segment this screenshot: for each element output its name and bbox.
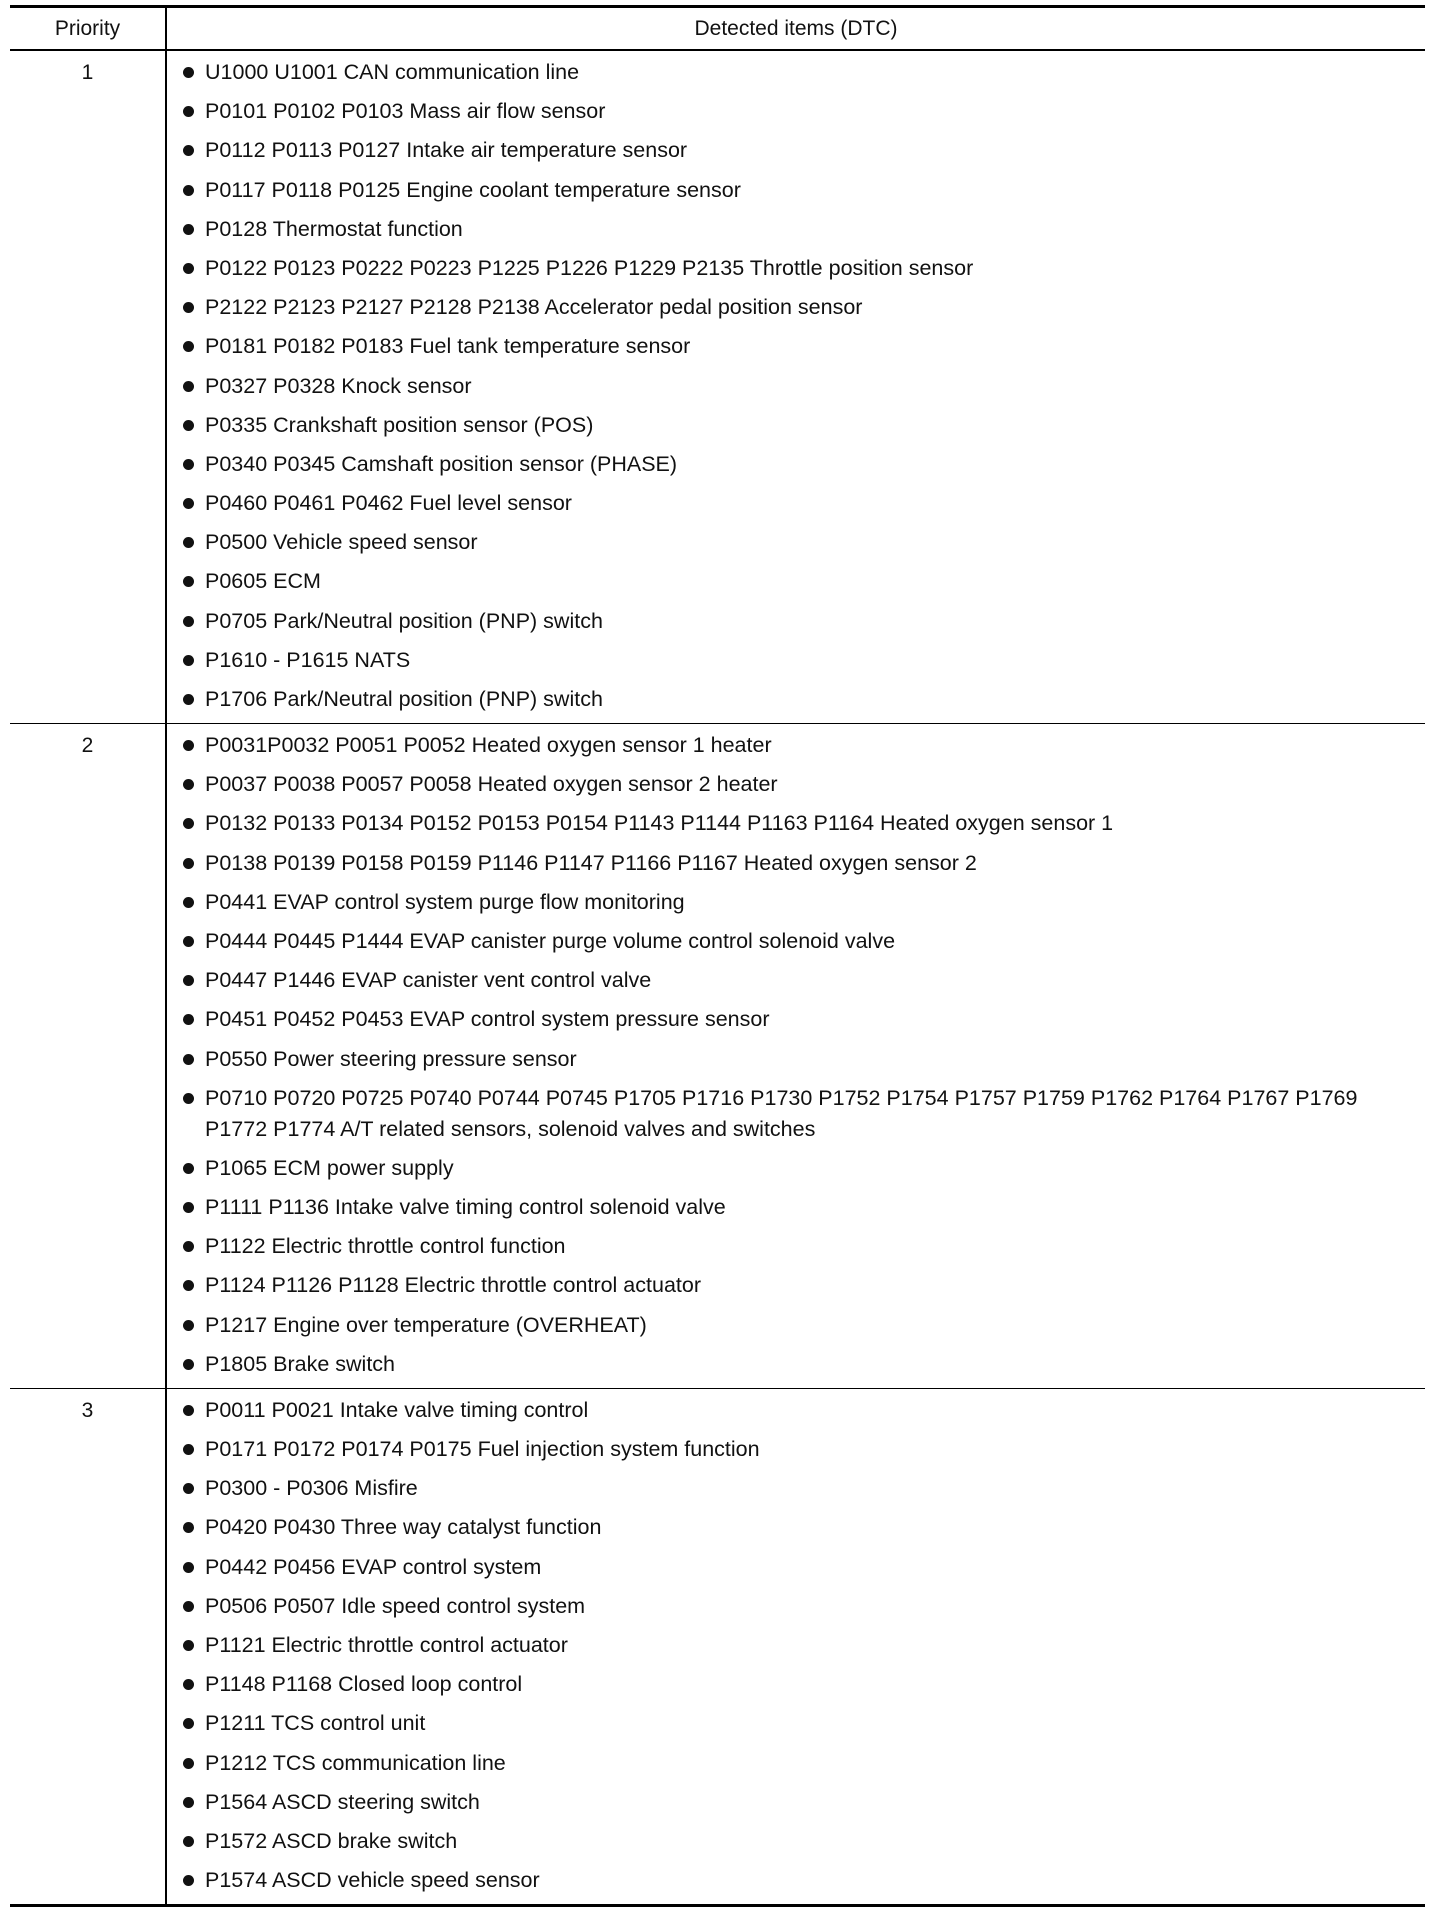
dtc-item-text: P0710 P0720 P0725 P0740 P0744 P0745 P1705 P1716 P1730 P1752 P1754 P1757 P1759 P1762 P1764 P1767 P1769 P1772 P1774 A/T related sensors, solenoid valves and switches xyxy=(205,1085,1358,1141)
detected-items-cell xyxy=(166,50,1425,724)
bullet-icon xyxy=(183,1359,194,1370)
dtc-item-text: P0447 P1446 EVAP canister vent control valve xyxy=(205,968,652,993)
dtc-list-item xyxy=(179,684,1405,715)
bullet-icon xyxy=(183,1797,194,1808)
bullet-icon xyxy=(183,1014,194,1025)
dtc-item-text: P0327 P0328 Knock sensor xyxy=(205,373,472,398)
detected-items-cell xyxy=(166,724,1425,1389)
bullet-icon xyxy=(183,897,194,908)
dtc-item-text: P0340 P0345 Camshaft position sensor (PHASE) xyxy=(205,451,678,476)
bullet-icon xyxy=(183,1483,194,1494)
bullet-icon xyxy=(183,263,194,274)
bullet-icon xyxy=(183,341,194,352)
bullet-icon xyxy=(183,1280,194,1291)
bullet-icon xyxy=(183,936,194,947)
bullet-icon xyxy=(183,1444,194,1455)
dtc-list-item xyxy=(179,1865,1405,1896)
dtc-list-item xyxy=(179,488,1405,519)
priority-value: 3 xyxy=(10,1388,166,1905)
dtc-item-text: P0037 P0038 P0057 P0058 Heated oxygen sensor 2 heater xyxy=(205,772,778,797)
dtc-list-item xyxy=(179,965,1405,996)
dtc-item-text: P0444 P0445 P1444 EVAP canister purge volume control solenoid valve xyxy=(205,928,896,953)
bullet-icon xyxy=(183,1202,194,1213)
dtc-item-text: P0605 ECM xyxy=(205,569,321,594)
bullet-icon xyxy=(183,420,194,431)
dtc-list-item xyxy=(179,1473,1405,1504)
priority-value: 1 xyxy=(10,50,166,724)
bullet-icon xyxy=(183,106,194,117)
dtc-item-text: P1572 ASCD brake switch xyxy=(205,1828,458,1853)
dtc-list-item xyxy=(179,887,1405,918)
bullet-icon xyxy=(183,145,194,156)
bullet-icon xyxy=(183,1758,194,1769)
dtc-item-text: P1148 P1168 Closed loop control xyxy=(205,1672,523,1697)
bullet-icon xyxy=(183,1405,194,1416)
dtc-item-text: P0420 P0430 Three way catalyst function xyxy=(205,1515,602,1540)
dtc-item-text: P0122 P0123 P0222 P0223 P1225 P1226 P1229 P2135 Throttle position sensor xyxy=(205,255,974,280)
dtc-item-list xyxy=(179,730,1405,1380)
dtc-list-item xyxy=(179,253,1405,284)
dtc-item-text: P1564 ASCD steering switch xyxy=(205,1789,480,1814)
dtc-list-item xyxy=(179,926,1405,957)
dtc-item-text: P0441 EVAP control system purge flow monitoring xyxy=(205,889,685,914)
dtc-item-text: P0101 P0102 P0103 Mass air flow sensor xyxy=(205,99,606,124)
dtc-list-item xyxy=(179,449,1405,480)
dtc-list-item xyxy=(179,1748,1405,1779)
dtc-list-item xyxy=(179,730,1405,761)
bullet-icon xyxy=(183,1836,194,1847)
dtc-item-text: P0171 P0172 P0174 P0175 Fuel injection system function xyxy=(205,1437,760,1461)
dtc-list-item xyxy=(179,527,1405,558)
dtc-item-text: P0117 P0118 P0125 Engine coolant temperature sensor xyxy=(205,177,741,202)
dtc-item-text: P1121 Electric throttle control actuator xyxy=(205,1632,568,1657)
dtc-list-item xyxy=(179,96,1405,127)
dtc-list-item xyxy=(179,1083,1405,1145)
bullet-icon xyxy=(183,498,194,509)
dtc-list-item xyxy=(179,1787,1405,1818)
bullet-icon xyxy=(183,224,194,235)
bullet-icon xyxy=(183,1875,194,1886)
dtc-list-item xyxy=(179,331,1405,362)
dtc-list-item xyxy=(179,1395,1405,1426)
dtc-item-text: P0705 Park/Neutral position (PNP) switch xyxy=(205,608,603,633)
bullet-icon xyxy=(183,1054,194,1065)
dtc-item-text: P0011 P0021 Intake valve timing control xyxy=(205,1397,589,1422)
dtc-item-text: U1000 U1001 CAN communication line xyxy=(205,60,580,84)
priority-group-row xyxy=(10,50,1425,724)
dtc-list-item xyxy=(179,1349,1405,1380)
dtc-item-text: P1122 Electric throttle control function xyxy=(205,1234,566,1259)
dtc-list-item xyxy=(179,214,1405,245)
dtc-item-text: P0550 Power steering pressure sensor xyxy=(205,1046,577,1071)
dtc-item-text: P1111 P1136 Intake valve timing control solenoid valve xyxy=(205,1195,726,1220)
dtc-list-item xyxy=(179,1591,1405,1622)
dtc-list-item xyxy=(179,1630,1405,1661)
dtc-list-item xyxy=(179,808,1405,839)
dtc-item-text: P0181 P0182 P0183 Fuel tank temperature sensor xyxy=(205,334,691,359)
dtc-item-text: P0138 P0139 P0158 P0159 P1146 P1147 P1166 P1167 Heated oxygen sensor 2 xyxy=(205,850,977,875)
bullet-icon xyxy=(183,302,194,313)
bullet-icon xyxy=(183,381,194,392)
dtc-item-list xyxy=(179,57,1405,715)
table-body xyxy=(10,50,1425,1906)
dtc-item-text: P0442 P0456 EVAP control system xyxy=(205,1554,542,1579)
dtc-item-text: P0451 P0452 P0453 EVAP control system pressure sensor xyxy=(205,1007,770,1032)
dtc-list-item xyxy=(179,1153,1405,1184)
bullet-icon xyxy=(183,1601,194,1612)
dtc-list-item xyxy=(179,1434,1405,1465)
dtc-item-text: P1610 - P1615 NATS xyxy=(205,647,411,672)
bullet-icon xyxy=(183,616,194,627)
bullet-icon xyxy=(183,740,194,751)
dtc-list-item xyxy=(179,606,1405,637)
dtc-list-item xyxy=(179,1310,1405,1341)
dtc-item-text: P0128 Thermostat function xyxy=(205,216,463,241)
dtc-list-item xyxy=(179,1192,1405,1223)
dtc-item-text: P1211 TCS control unit xyxy=(205,1711,426,1736)
dtc-item-text: P1217 Engine over temperature (OVERHEAT) xyxy=(205,1312,647,1337)
dtc-list-item xyxy=(179,1669,1405,1700)
bullet-icon xyxy=(183,1562,194,1573)
dtc-item-text: P0132 P0133 P0134 P0152 P0153 P0154 P1143 P1144 P1163 P1164 Heated oxygen sensor 1 xyxy=(205,811,1114,836)
bullet-icon xyxy=(183,655,194,666)
priority-group-row xyxy=(10,1388,1425,1905)
bullet-icon xyxy=(183,975,194,986)
bullet-icon xyxy=(183,459,194,470)
bullet-icon xyxy=(183,818,194,829)
dtc-item-text: P1805 Brake switch xyxy=(205,1351,396,1376)
bullet-icon xyxy=(183,694,194,705)
dtc-list-item xyxy=(179,769,1405,800)
dtc-item-list xyxy=(179,1395,1405,1896)
table-header-row xyxy=(10,7,1425,51)
dtc-list-item xyxy=(179,1270,1405,1301)
dtc-list-item xyxy=(179,57,1405,88)
dtc-item-text: P0335 Crankshaft position sensor (POS) xyxy=(205,412,594,437)
dtc-list-item xyxy=(179,848,1405,879)
dtc-item-text: P0500 Vehicle speed sensor xyxy=(205,530,478,555)
dtc-list-item xyxy=(179,175,1405,206)
dtc-item-text: P0460 P0461 P0462 Fuel level sensor xyxy=(205,491,572,516)
bullet-icon xyxy=(183,1640,194,1651)
detected-items-column-header: Detected items (DTC) xyxy=(166,7,1425,51)
bullet-icon xyxy=(183,1163,194,1174)
bullet-icon xyxy=(183,1320,194,1331)
bullet-icon xyxy=(183,67,194,78)
dtc-item-text: P0300 - P0306 Misfire xyxy=(205,1476,418,1501)
dtc-priority-table xyxy=(10,5,1425,1907)
dtc-item-text: P1706 Park/Neutral position (PNP) switch xyxy=(205,687,603,711)
bullet-icon xyxy=(183,185,194,196)
dtc-list-item xyxy=(179,566,1405,597)
dtc-item-text: P1065 ECM power supply xyxy=(205,1155,454,1180)
dtc-list-item xyxy=(179,371,1405,402)
dtc-list-item xyxy=(179,1826,1405,1857)
bullet-icon xyxy=(183,1679,194,1690)
dtc-list-item xyxy=(179,1231,1405,1262)
dtc-item-text: P1124 P1126 P1128 Electric throttle control actuator xyxy=(205,1273,701,1298)
priority-group-row xyxy=(10,724,1425,1389)
dtc-item-text: P0506 P0507 Idle speed control system xyxy=(205,1593,586,1618)
dtc-list-item xyxy=(179,1004,1405,1035)
detected-items-cell xyxy=(166,1388,1425,1905)
dtc-list-item xyxy=(179,1552,1405,1583)
dtc-list-item xyxy=(179,1044,1405,1075)
dtc-list-item xyxy=(179,410,1405,441)
dtc-item-text: P1574 ASCD vehicle speed sensor xyxy=(205,1868,540,1893)
dtc-list-item xyxy=(179,1708,1405,1739)
dtc-list-item xyxy=(179,292,1405,323)
dtc-list-item xyxy=(179,135,1405,166)
bullet-icon xyxy=(183,779,194,790)
bullet-icon xyxy=(183,576,194,587)
dtc-item-text: P0112 P0113 P0127 Intake air temperature sensor xyxy=(205,138,688,163)
dtc-list-item xyxy=(179,645,1405,676)
bullet-icon xyxy=(183,1241,194,1252)
priority-value: 2 xyxy=(10,724,166,1389)
bullet-icon xyxy=(183,858,194,869)
priority-column-header: Priority xyxy=(10,7,166,51)
dtc-item-text: P1212 TCS communication line xyxy=(205,1750,506,1775)
dtc-item-text: P2122 P2123 P2127 P2128 P2138 Accelerator pedal position sensor xyxy=(205,295,863,320)
bullet-icon xyxy=(183,1522,194,1533)
bullet-icon xyxy=(183,1093,194,1104)
bullet-icon xyxy=(183,537,194,548)
dtc-list-item xyxy=(179,1512,1405,1543)
dtc-item-text: P0031P0032 P0051 P0052 Heated oxygen sensor 1 heater xyxy=(205,733,772,757)
bullet-icon xyxy=(183,1718,194,1729)
